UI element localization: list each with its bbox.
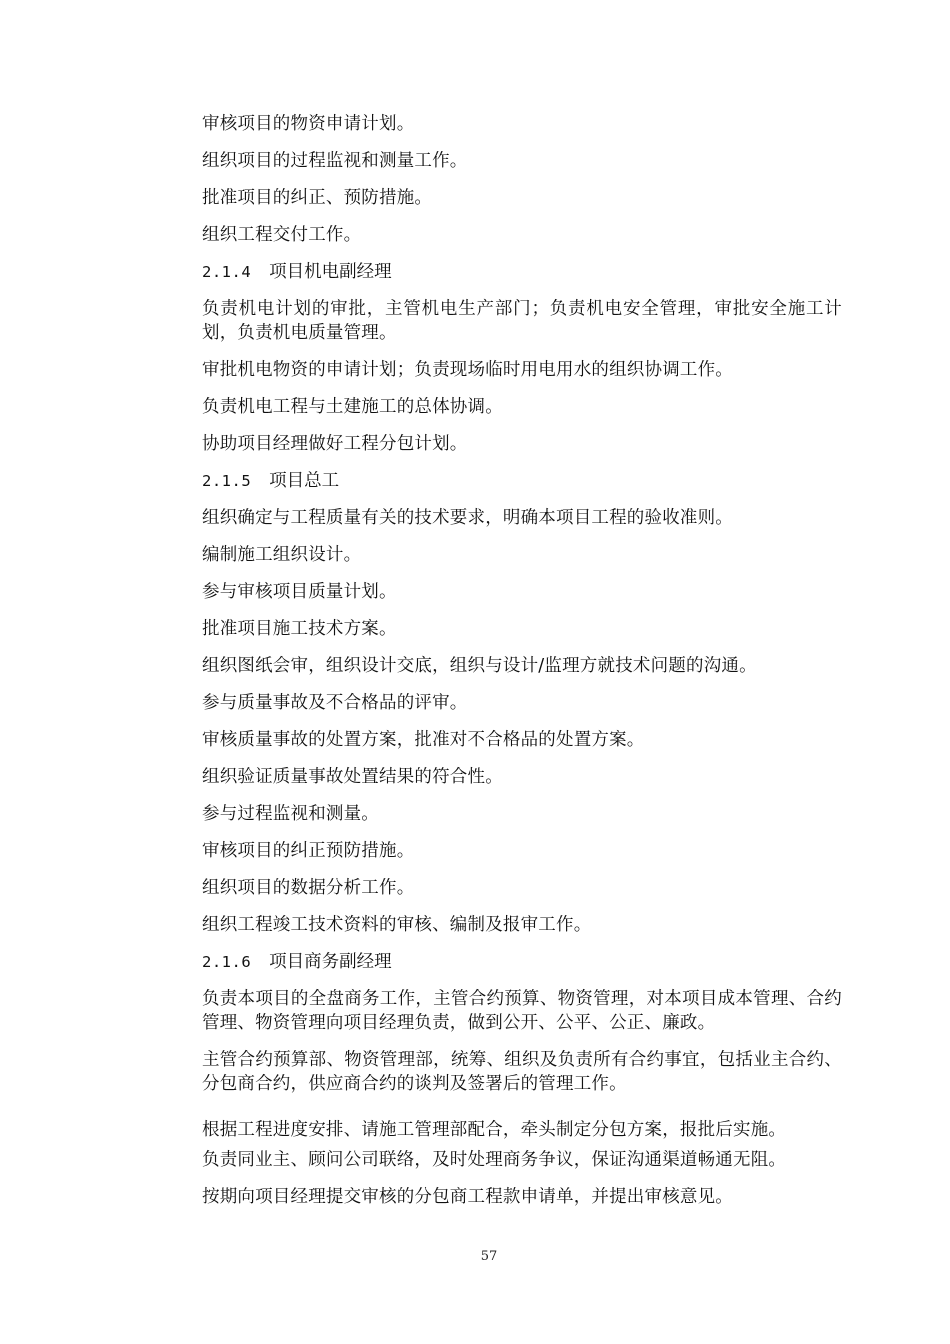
paragraph: 参与过程监视和测量。 — [202, 804, 379, 824]
paragraph: 批准项目施工技术方案。 — [202, 619, 397, 639]
paragraph: 协助项目经理做好工程分包计划。 — [202, 434, 468, 454]
paragraph: 组织确定与工程质量有关的技术要求，明确本项目工程的验收准则。 — [202, 508, 733, 528]
section-title: 项目机电副经理 — [269, 262, 392, 282]
paragraph: 负责机电计划的审批，主管机电生产部门；负责机电安全管理，审批安全施工计划，负责机电质量管理。 — [202, 299, 842, 343]
paragraph: 组织验证质量事故处置结果的符合性。 — [202, 767, 503, 787]
paragraph: 组织图纸会审，组织设计交底，组织与设计/监理方就技术问题的沟通。 — [202, 656, 757, 676]
section-number: 2.1.4 — [202, 263, 252, 281]
section-title: 项目总工 — [269, 471, 340, 491]
paragraph: 审核项目的纠正预防措施。 — [202, 841, 415, 861]
paragraph: 组织工程竣工技术资料的审核、编制及报审工作。 — [202, 915, 592, 935]
section-number: 2.1.5 — [202, 472, 252, 490]
paragraph: 根据工程进度安排、请施工管理部配合，牵头制定分包方案，报批后实施。 — [202, 1120, 787, 1140]
section-title: 项目商务副经理 — [269, 952, 392, 972]
paragraph: 批准项目的纠正、预防措施。 — [202, 188, 433, 208]
paragraph: 审批机电物资的申请计划；负责现场临时用电用水的组织协调工作。 — [202, 360, 733, 380]
paragraph: 组织项目的过程监视和测量工作。 — [202, 151, 468, 171]
paragraph: 参与质量事故及不合格品的评审。 — [202, 693, 468, 713]
paragraph: 组织项目的数据分析工作。 — [202, 878, 415, 898]
paragraph: 按期向项目经理提交审核的分包商工程款申请单，并提出审核意见。 — [202, 1187, 733, 1207]
paragraph: 负责机电工程与土建施工的总体协调。 — [202, 397, 503, 417]
paragraph: 主管合约预算部、物资管理部，统筹、组织及负责所有合约事宜，包括业主合约、分包商合约，供应商合约的谈判及签署后的管理工作。 — [202, 1050, 842, 1094]
section-heading — [202, 469, 842, 493]
paragraph: 审核项目的物资申请计划。 — [202, 114, 415, 134]
paragraph: 组织工程交付工作。 — [202, 225, 362, 245]
paragraph: 负责同业主、顾问公司联络，及时处理商务争议，保证沟通渠道畅通无阻。 — [202, 1150, 787, 1170]
page-number: 57 — [480, 1249, 498, 1264]
paragraph: 编制施工组织设计。 — [202, 545, 362, 565]
paragraph: 参与审核项目质量计划。 — [202, 582, 397, 602]
page-body — [202, 112, 842, 1222]
section-heading — [202, 950, 842, 974]
section-heading — [202, 260, 842, 284]
paragraph: 审核质量事故的处置方案，批准对不合格品的处置方案。 — [202, 730, 645, 750]
section-number: 2.1.6 — [202, 953, 252, 971]
paragraph: 负责本项目的全盘商务工作，主管合约预算、物资管理，对本项目成本管理、合约管理、物资管理向项目经理负责，做到公开、公平、公正、廉政。 — [202, 989, 842, 1033]
